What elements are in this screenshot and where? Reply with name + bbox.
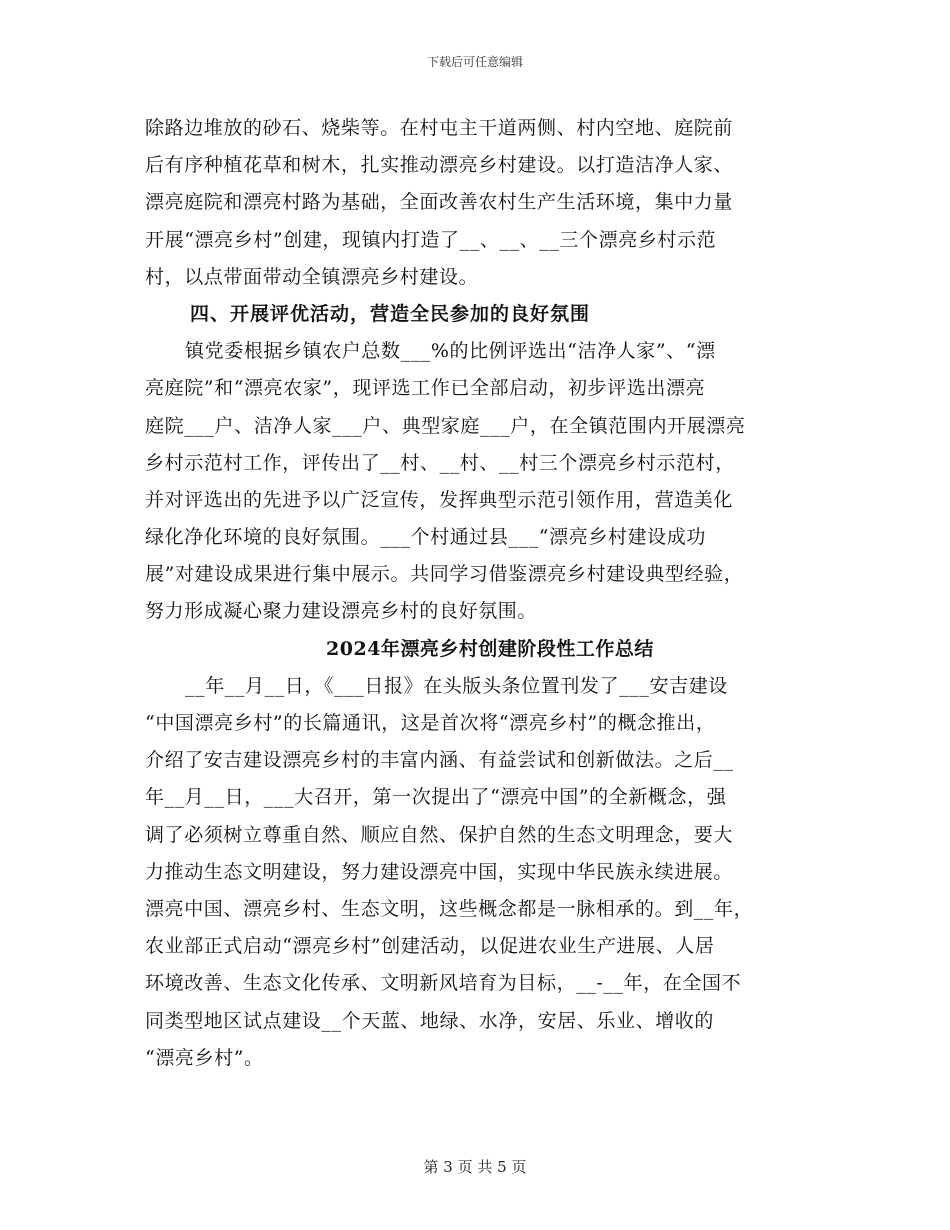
text-line: 亮庭院”和“漂亮农家”，现评选工作已全部启动，初步评选出漂亮 [145, 377, 706, 400]
text-line: 开展“漂亮乡村”创建，现镇内打造了__、__、__三个漂亮乡村示范 [145, 228, 717, 251]
text-line: 农业部正式启动“漂亮乡村”创建活动，以促进农业生产进展、人居 [145, 935, 715, 958]
text-line: 绿化净化环境的良好氛围。___个村通过县___“漂亮乡村建设成功 [145, 526, 706, 549]
document-body [145, 110, 805, 1077]
text-line: 村，以点带面带动全镇漂亮乡村建设。 [145, 265, 479, 288]
text-line: 调了必须树立尊重自然、顺应自然、保护自然的生态文明理念，要大 [145, 823, 734, 846]
text-line: 漂亮中国、漂亮乡村、生态文明，这些概念都是一脉相承的。到__年， [145, 897, 754, 920]
page-number: 第 3 页 共 5 页 [423, 1158, 527, 1176]
text-line: __年__月__日，《___日报》在头版头条位置刊发了___安吉建设 [185, 674, 728, 697]
text-line: 力推动生态文明建设，努力建设漂亮中国，实现中华民族永续进展。 [145, 860, 734, 883]
text-line: 展”对建设成果进行集中展示。共同学习借鉴漂亮乡村建设典型经验， [145, 563, 744, 586]
document-title: 2024年漂亮乡村创建阶段性工作总结 [326, 637, 654, 660]
text-line: 同类型地区试点建设__个天蓝、地绿、水净，安居、乐业、增收的 [145, 1009, 715, 1032]
text-line: 努力形成凝心聚力建设漂亮乡村的良好氛围。 [145, 600, 538, 623]
text-line: 除路边堆放的砂石、烧柴等。在村屯主干道两侧、村内空地、庭院前 [145, 117, 734, 139]
text-line: 镇党委根据乡镇农户总数___%的比例评选出“洁净人家”、“漂 [185, 340, 716, 363]
text-line: “中国漂亮乡村”的长篇通讯，这是首次将“漂亮乡村”的概念推出， [145, 712, 716, 734]
download-note: 下载后可任意编辑 [426, 55, 523, 69]
text-line: “漂亮乡村”。 [145, 1046, 264, 1069]
text-line: 年__月__日，___大召开，第一次提出了“漂亮中国”的全新概念，强 [145, 786, 727, 809]
text-line: 漂亮庭院和漂亮村路为基础，全面改善农村生产生活环境，集中力量 [145, 191, 734, 214]
text-line: 环境改善、生态文化传承、文明新风培育为目标，__-__年，在全国不 [145, 972, 742, 995]
section-heading: 四、开展评优活动，营造全民参加的良好氛围 [190, 302, 591, 325]
text-line: 并对评选出的先进予以广泛宣传，发挥典型示范引领作用，营造美化 [145, 488, 734, 511]
text-line: 介绍了安吉建设漂亮乡村的丰富内涵、有益尝试和创新做法。之后__ [145, 749, 734, 772]
text-line: 庭院___户、洁净人家___户、典型家庭___户，在全镇范围内开展漂亮 [145, 414, 746, 437]
text-line: 后有序种植花草和树木，扎实推动漂亮乡村建设。以打造洁净人家、 [145, 154, 734, 177]
text-line: 乡村示范村工作，评传出了__村、__村、__村三个漂亮乡村示范村， [145, 451, 735, 474]
